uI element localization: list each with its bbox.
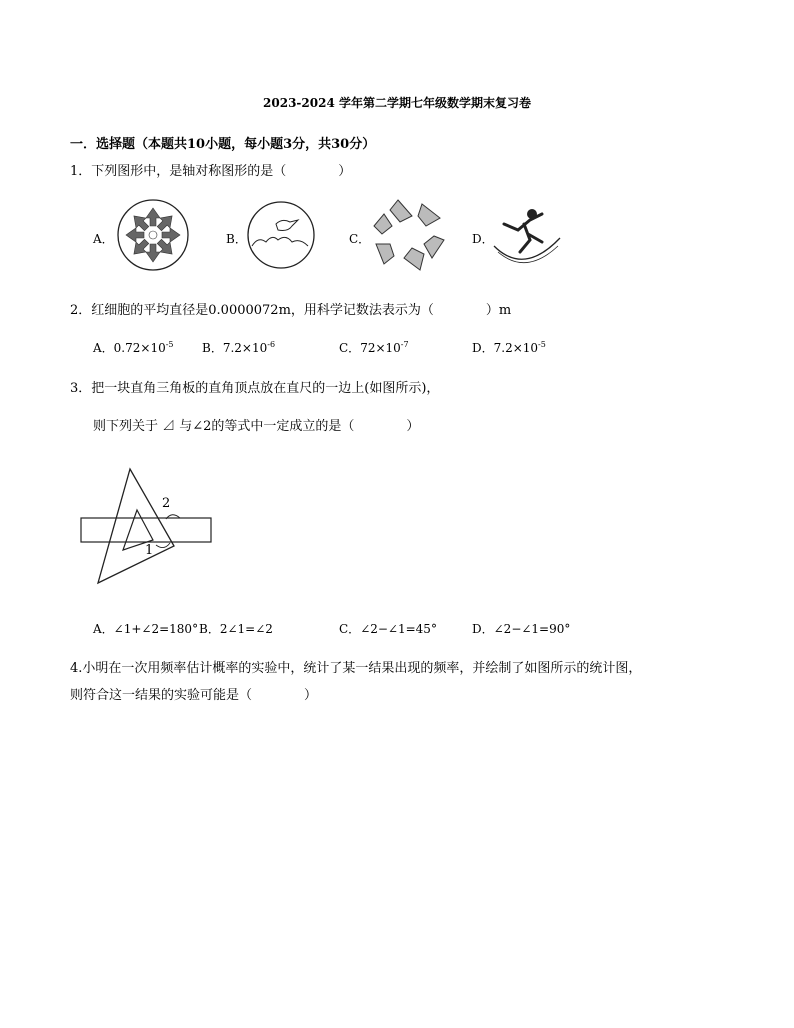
- q3-ruler-triangle-figure: [78, 466, 218, 586]
- q3-option-d: [472, 620, 570, 637]
- q1-option-b-label: B．: [226, 232, 247, 246]
- radial-arrow: [162, 228, 180, 242]
- q2-option-d-base: 7.2×10: [493, 341, 539, 355]
- q2-option-d-exp: -5: [538, 340, 546, 349]
- q3-option-d-text: ∠2−∠1=90°: [493, 622, 571, 636]
- question-3-stem-line2: 则下列关于 ⊿ 与∠2的等式中一定成立的是（ ）: [93, 419, 420, 434]
- q3-option-b-text: 2∠1=∠2: [219, 622, 273, 636]
- q1-option-a-label: A．: [93, 232, 114, 246]
- q2-option-c: [339, 339, 409, 356]
- q2-option-c-label: C．: [339, 341, 361, 355]
- q3-option-a-label: A．: [93, 622, 114, 636]
- q3-option-c-label: C．: [339, 622, 361, 636]
- radial-arrow: [146, 244, 160, 262]
- question-1-stem: 1．下列图形中，是轴对称图形的是（ ）: [70, 164, 352, 179]
- q3-option-d-label: D．: [472, 622, 494, 636]
- q2-option-d-label: D．: [472, 341, 494, 355]
- ruler: [81, 518, 211, 542]
- radial-arrow: [146, 208, 160, 226]
- q2-option-b-exp: -6: [267, 340, 276, 349]
- q1-option-d-figure: [490, 200, 564, 272]
- q2-option-c-base: 72×10: [360, 341, 401, 355]
- q2-option-c-exp: -7: [400, 340, 409, 349]
- q2-option-b-base: 7.2×10: [222, 341, 268, 355]
- q2-option-a-label: A．: [93, 341, 114, 355]
- q3-option-c-text: ∠2−∠1=45°: [360, 622, 437, 636]
- q2-option-b-label: B．: [202, 341, 223, 355]
- q1-option-d-label: D．: [472, 232, 494, 246]
- q3-option-b-label: B．: [199, 622, 220, 636]
- page-title: 2023-2024 学年第二学期七年级数学期末复习卷: [263, 96, 531, 110]
- q3-option-a: [93, 620, 198, 637]
- q2-option-a-exp: -5: [165, 340, 174, 349]
- q2-option-b: [202, 339, 275, 356]
- q2-option-a-base: 0.72×10: [113, 341, 166, 355]
- q1-option-a-figure: [116, 198, 190, 272]
- angle-label-2: 2: [162, 496, 171, 511]
- q1-option-c-figure: [370, 196, 448, 274]
- question-4-stem-line2: 则符合这一结果的实验可能是（ ）: [70, 688, 318, 703]
- q1-option-c-label: C．: [349, 232, 371, 246]
- question-3-stem-line1: 3．把一块直角三角板的直角顶点放在直尺的一边上(如图所示)，: [70, 381, 440, 396]
- q1-option-b-figure: [246, 200, 316, 270]
- q2-option-a: [93, 339, 174, 356]
- question-2-stem: 2．红细胞的平均直径是0.0000072m，用科学记数法表示为（ ）m: [70, 303, 512, 318]
- q2-option-d: [472, 339, 546, 356]
- q3-option-b: [199, 620, 273, 637]
- question-4-stem-line1: 4.小明在一次用频率估计概率的实验中，统计了某一结果出现的频率，并绘制了如图所示的统计图，: [70, 661, 642, 676]
- q3-option-c: [339, 620, 437, 637]
- angle-label-1: 1: [145, 543, 154, 558]
- section-heading-choice: 一．选择题（本题共10小题，每小题3分，共30分）: [70, 137, 376, 152]
- radial-arrow: [126, 228, 144, 242]
- q3-option-a-text: ∠1+∠2=180°: [113, 622, 199, 636]
